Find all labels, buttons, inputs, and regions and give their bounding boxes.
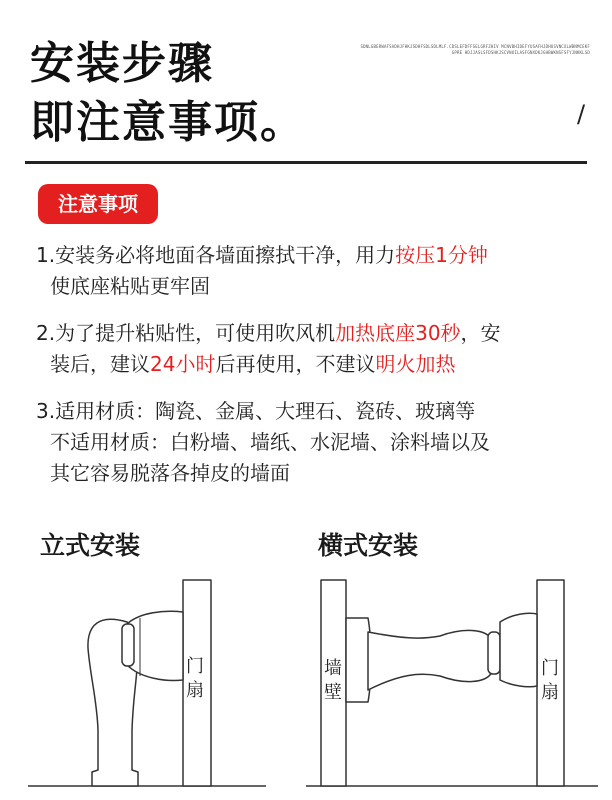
slash-mark: / [577,100,586,128]
notice-item-1-text-b: 使底座粘贴更牢固 [50,274,210,298]
decorative-fine-print: SDNLGBERWAFSADHJFHKJSDHFSDLSDLMLF.CDSLEFDFFSELGRFZHIV MCNVBHIDEFYUSAFHJDHUSVNCXLWBNMCEKFGPRE HDJJASLSFDSHKJSCVNUILASFGNXDKJGHBWKNSFSFYJNKKLSD [360,44,590,55]
notice-item-2-highlight-3: 明火加热 [375,352,456,376]
notice-badge: 注意事项 [38,184,158,224]
door-label-char-2: 扇 [186,680,204,701]
door-label-2-char-1: 门 [541,658,559,679]
title-line-2: 即注意事项。 [30,97,306,148]
door-label-char-1: 门 [186,656,204,677]
wall-label-char-1: 墙 [324,658,342,679]
notice-item-3-line-2: 不适用材质：白粉墙、墙纸、水泥墙、涂料墙以及 [50,430,490,454]
notice-item-2-highlight-2: 24小时 [150,352,216,376]
title-line-1: 安装步骤 [30,38,214,89]
notice-item-2-text-a: 2.为了提升粘贴性，可使用吹风机 [36,321,336,345]
horizontal-magnet-ring [488,632,500,674]
horizontal-install-title: 横式安装 [318,531,419,560]
notice-item-2-text-d: 后再使用，不建议 [215,352,376,376]
door-label-2-char-2: 扇 [541,682,559,703]
notice-item-2-highlight-1: 加热底座30秒 [335,321,461,345]
wall-label-char-2: 壁 [324,682,342,703]
notice-item-3-line-3: 其它容易脱落各掉皮的墙面 [50,461,290,485]
horizontal-stem [368,630,492,690]
magnet-ring [122,624,134,666]
door-magnet-head [127,611,183,680]
notice-item-2-text-c: 装后，建议 [50,352,150,376]
notice-item-1-text-a: 1.安装务必将地面各墙面擦拭干净，用力 [36,243,396,267]
notice-item-1-highlight: 按压1分钟 [395,243,488,267]
notice-item-3-line-1: 3.适用材质：陶瓷、金属、大理石、瓷砖、玻璃等 [36,399,476,423]
notice-item-2-text-b: ，安 [460,321,501,345]
vertical-install-title: 立式安装 [40,531,141,560]
horizontal-door-head [500,613,537,686]
